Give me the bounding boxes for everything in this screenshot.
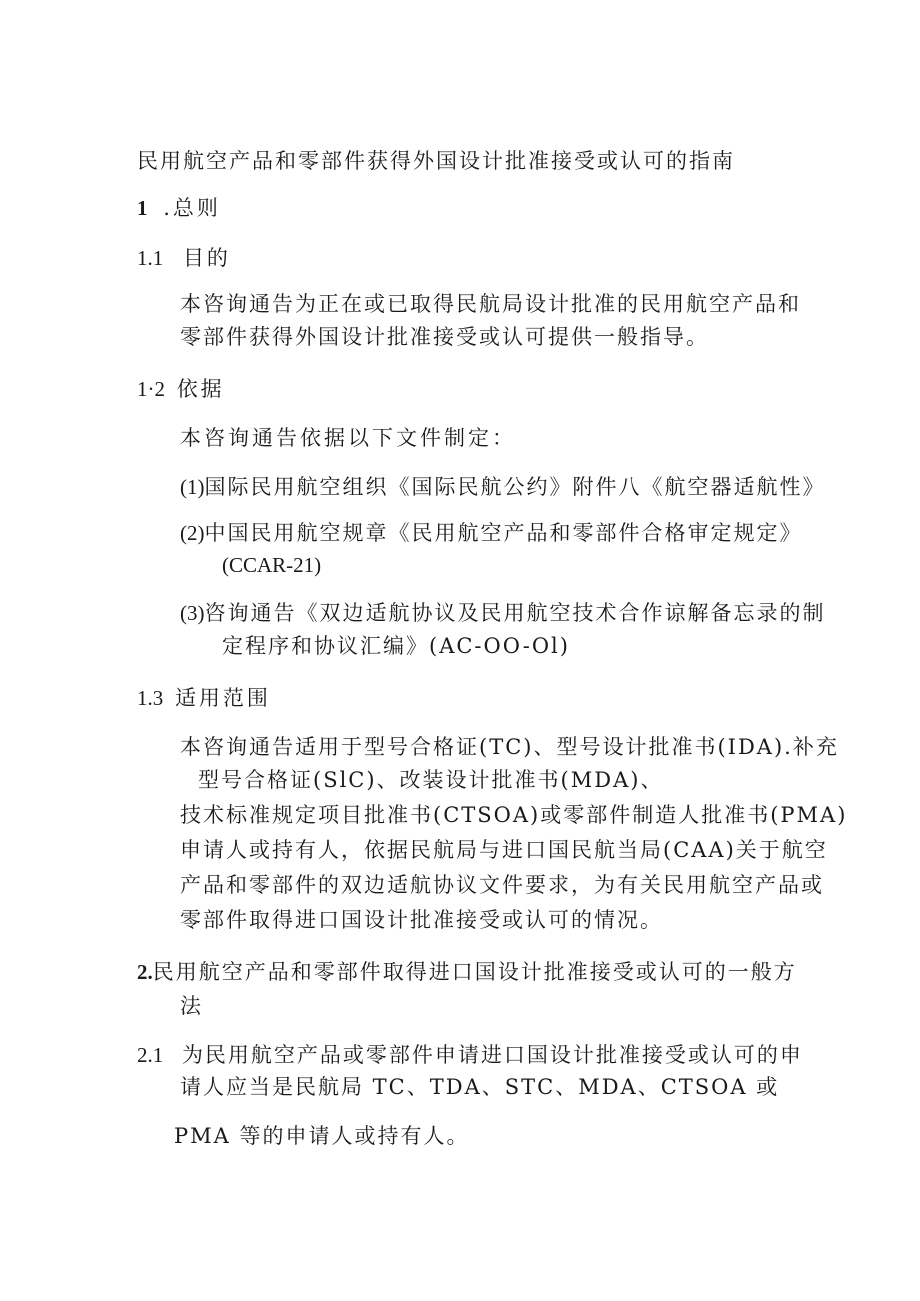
section-title: .总则 xyxy=(163,196,221,220)
section-1-heading xyxy=(137,194,221,222)
section-title: 民用航空产品和零部件取得进口国设计批准接受或认可的一般方 xyxy=(152,960,797,984)
paragraph-line: 本咨询通告为正在或已取得民航局设计批准的民用航空产品和 xyxy=(180,292,801,316)
section-1-1-heading xyxy=(137,244,231,272)
section-title: 适用范围 xyxy=(174,686,271,710)
paragraph-line: 本咨询通告依据以下文件制定： xyxy=(180,426,516,450)
paragraph-line: PMA 等的申请人或持有人。 xyxy=(174,1124,470,1148)
list-item-number: (1) xyxy=(180,475,205,499)
section-1-3-heading xyxy=(137,684,271,712)
list-item xyxy=(180,599,826,627)
paragraph-line: 零部件获得外国设计批准接受或认可提供一般指导。 xyxy=(180,325,709,349)
list-item xyxy=(180,473,826,501)
paragraph-line: 产品和零部件的双边适航协议文件要求，为有关民用航空产品或 xyxy=(180,873,824,897)
section-2-1-line xyxy=(137,1041,803,1069)
paragraph-line: 本咨询通告适用于型号合格证(TC)、型号设计批准书(IDA).补充 xyxy=(180,735,839,759)
paragraph-text: 为民用航空产品或零部件申请进口国设计批准接受或认可的申 xyxy=(181,1043,803,1067)
list-item-continuation: 定程序和协议汇编》(AC-OO-Ol) xyxy=(222,634,570,658)
list-item-continuation: (CCAR-21) xyxy=(222,553,322,577)
list-item xyxy=(180,519,803,547)
paragraph-line: 申请人或持有人，依据民航局与进口国民航当局(CAA)关于航空 xyxy=(180,838,828,862)
paragraph-line: 零部件取得进口国设计批准接受或认可的情况。 xyxy=(180,908,663,932)
section-number: 1·2 xyxy=(137,377,165,401)
paragraph-line: 型号合格证(SlC)、改装设计批准书(MDA)、 xyxy=(198,768,664,792)
section-number: 1.3 xyxy=(137,686,164,710)
section-title: 依据 xyxy=(176,377,225,401)
section-1-2-heading xyxy=(137,375,225,403)
list-item-number: (3) xyxy=(180,601,205,625)
list-item-text: 咨询通告《双边适航协议及民用航空技术合作谅解备忘录的制 xyxy=(204,601,826,625)
list-item-text: 国际民用航空组织《国际民航公约》附件八《航空器适航性》 xyxy=(204,475,826,499)
section-number: 1 xyxy=(137,196,148,220)
paragraph-line: 请人应当是民航局 TC、TDA、STC、MDA、CTSOA 或 xyxy=(180,1075,780,1099)
list-item-text: 中国民用航空规章《民用航空产品和零部件合格审定规定》 xyxy=(204,521,803,545)
section-number: 2.1 xyxy=(137,1043,164,1067)
section-title: 目的 xyxy=(182,246,231,270)
list-item-number: (2) xyxy=(180,521,205,545)
section-2-heading xyxy=(137,958,797,986)
section-number: 2. xyxy=(137,960,153,984)
section-title-continuation: 法 xyxy=(180,994,204,1018)
paragraph-line: 技术标准规定项目批准书(CTSOA)或零部件制造人批准书(PMA) xyxy=(180,803,848,827)
document-title: 民用航空产品和零部件获得外国设计批准接受或认可的指南 xyxy=(137,149,735,173)
section-number: 1.1 xyxy=(137,246,164,270)
